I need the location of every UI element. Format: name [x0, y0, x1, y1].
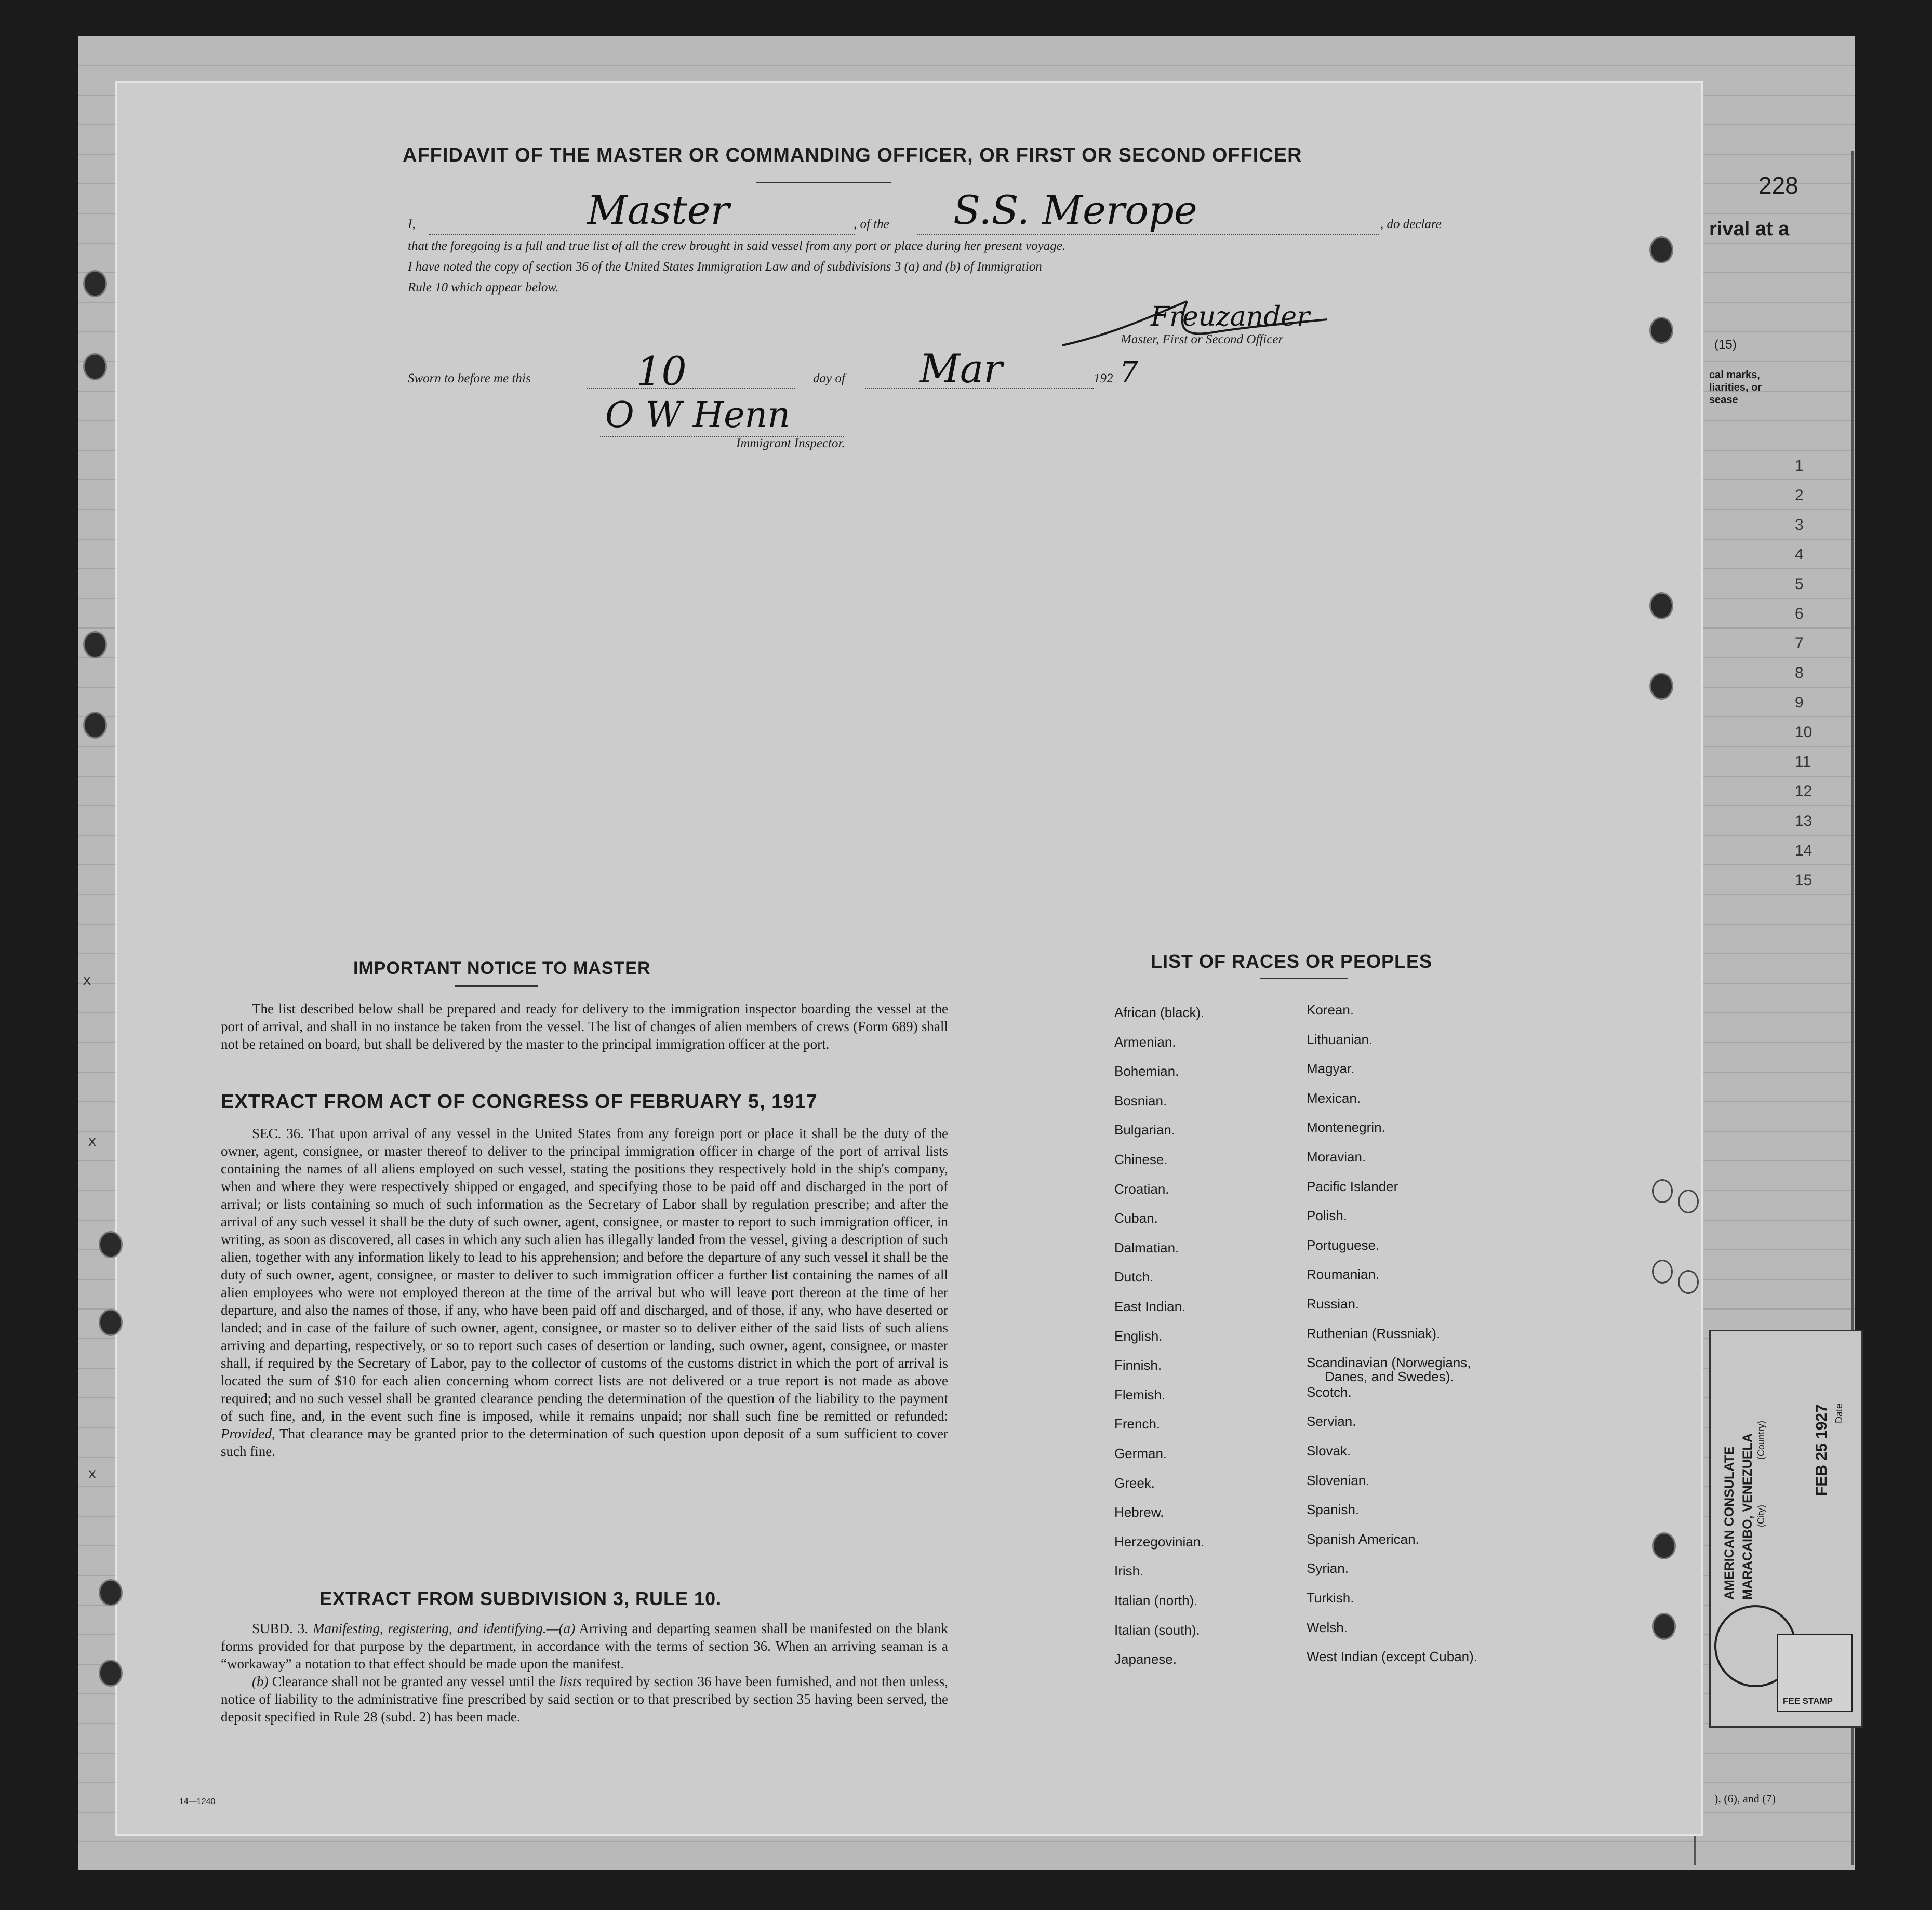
country-label: (Country)	[1756, 1420, 1766, 1460]
b-lists: lists	[559, 1674, 582, 1689]
marks-line: sease	[1709, 394, 1738, 406]
punch-hole-outline	[1678, 1270, 1699, 1294]
day-fill-line	[587, 388, 795, 389]
race-item: French.	[1114, 1416, 1161, 1432]
title-rule	[756, 182, 891, 183]
race-item: Turkish.	[1307, 1590, 1354, 1606]
subd-b-paragraph	[221, 1673, 948, 1726]
punch-hole	[1652, 1532, 1676, 1559]
row-number: 12	[1795, 783, 1813, 800]
of-the-label: , of the	[854, 217, 889, 231]
punch-hole-outline	[1652, 1260, 1673, 1284]
do-declare-label: , do declare	[1380, 217, 1442, 231]
row-number: 6	[1795, 605, 1804, 622]
race-item: Moravian.	[1307, 1149, 1366, 1165]
race-item: Montenegrin.	[1307, 1119, 1385, 1135]
vessel-name-handwritten: S.S. Merope	[953, 187, 1197, 233]
race-item: Flemish.	[1114, 1387, 1166, 1403]
race-item: Armenian.	[1114, 1034, 1176, 1050]
race-item: Portuguese.	[1307, 1237, 1380, 1253]
punch-hole	[1649, 317, 1673, 344]
row-number: 8	[1795, 664, 1804, 682]
section-36-text	[221, 1125, 948, 1460]
race-item: Italian (north).	[1114, 1593, 1198, 1608]
race-item: East Indian.	[1114, 1299, 1186, 1314]
race-item: African (black).	[1114, 1005, 1205, 1020]
year-prefix: 192	[1094, 371, 1113, 385]
race-item: Croatian.	[1114, 1181, 1169, 1197]
punch-hole	[99, 1231, 123, 1258]
sheet-number: 228	[1758, 172, 1798, 199]
marks-line: liarities, or	[1709, 382, 1762, 393]
act-extract-title: EXTRACT FROM ACT OF CONGRESS OF FEBRUARY 5, 1917	[221, 1091, 818, 1113]
subd-a-paragraph	[221, 1620, 948, 1673]
subd-a-text: Arriving and departing seamen shall be manifested on the blank forms provided for that purpose by the department, in accordance with the terms of section 36. When an arriving seaman is a “workaway” a notation to that effect should be made upon the manifest.	[221, 1621, 949, 1672]
punch-hole-outline	[1652, 1179, 1673, 1203]
race-item: Lithuanian.	[1307, 1032, 1373, 1047]
sworn-day-handwritten: 10	[636, 348, 687, 394]
race-item: Slovenian.	[1307, 1473, 1370, 1488]
race-item: Dalmatian.	[1114, 1240, 1179, 1255]
row-number: 13	[1795, 812, 1813, 830]
row-number: 14	[1795, 842, 1813, 859]
race-item: Slovak.	[1307, 1443, 1351, 1459]
race-item: Russian.	[1307, 1296, 1360, 1312]
race-item: Magyar.	[1307, 1061, 1355, 1076]
fee-stamp-label: FEE STAMP	[1783, 1696, 1833, 1706]
race-item: Mexican.	[1307, 1090, 1361, 1106]
race-item: Scotch.	[1307, 1384, 1352, 1400]
subd-heading: Manifesting, registering, and identifying.—(a)	[312, 1621, 576, 1636]
race-item: German.	[1114, 1446, 1167, 1461]
row-number: 10	[1795, 724, 1813, 741]
vessel-fill-line	[917, 234, 1379, 235]
officer-title-handwritten: Master	[587, 187, 729, 233]
row-number: 7	[1795, 635, 1804, 652]
punch-hole-outline	[1678, 1190, 1699, 1213]
officer-fill-line	[429, 234, 855, 235]
row-number: 4	[1795, 546, 1804, 563]
punch-hole	[83, 712, 107, 739]
race-item: Scandinavian (Norwegians,	[1307, 1355, 1471, 1370]
column-15-header: (15)	[1714, 338, 1737, 352]
notice-body: The list described below shall be prepared and ready for delivery to the immigration inspector boarding the vessel at the port of arrival, and shall in no instance be taken from the vessel. The list of changes of alien members of crews (Form 689) shall not be retained on board, but shall be delivered by the master to the principal immigration officer at the port.	[221, 1001, 948, 1052]
race-item: Roumanian.	[1307, 1266, 1380, 1282]
form-number: 14—1240	[179, 1797, 216, 1806]
race-item: English.	[1114, 1328, 1163, 1344]
sworn-month-handwritten: Mar	[920, 345, 1003, 392]
declaration-line-3: I have noted the copy of section 36 of the United States Immigration Law and of subdivisions 3 (a) and (b) of Immigration	[408, 260, 1042, 274]
race-item: Bohemian.	[1114, 1063, 1179, 1079]
race-item: Herzegovinian.	[1114, 1534, 1205, 1550]
subdivision-3-text	[221, 1620, 948, 1726]
declaration-line-4: Rule 10 which appear below.	[408, 281, 559, 295]
race-item: Greek.	[1114, 1475, 1155, 1491]
row-number: 15	[1795, 872, 1813, 889]
race-item: Spanish.	[1307, 1502, 1360, 1517]
race-item: Bulgarian.	[1114, 1122, 1176, 1138]
notice-title: IMPORTANT NOTICE TO MASTER	[353, 958, 651, 978]
rule-extract-title: EXTRACT FROM SUBDIVISION 3, RULE 10.	[319, 1588, 722, 1609]
subd-label: SUBD. 3.	[252, 1621, 308, 1636]
master-signature: Freuzander	[1151, 301, 1310, 332]
inspector-signature: O W Henn	[605, 395, 791, 436]
affidavit-title: AFFIDAVIT OF THE MASTER OR COMMANDING OFFICER, OR FIRST OR SECOND OFFICER	[403, 144, 1302, 166]
punch-hole	[83, 631, 107, 658]
race-item: Spanish American.	[1307, 1531, 1419, 1547]
day-of-label: day of	[813, 371, 845, 385]
consulate-city-country: MARACAIBO, VENEZUELA	[1740, 1433, 1755, 1600]
race-item: Dutch.	[1114, 1269, 1154, 1285]
row-number: 5	[1795, 576, 1804, 593]
race-item: Chinese.	[1114, 1152, 1168, 1167]
margin-tick: x	[88, 1465, 96, 1482]
marks-line: cal marks,	[1709, 369, 1760, 381]
b-label: (b)	[252, 1674, 269, 1689]
row-number: 3	[1795, 516, 1804, 533]
provided-word: Provided,	[221, 1426, 275, 1441]
punch-hole	[1649, 592, 1673, 619]
punch-hole	[83, 353, 107, 380]
stamp-date: FEB 25 1927	[1813, 1404, 1830, 1496]
sec-body-2: That clearance may be granted prior to the determination of such question upon deposit of a sum sufficient to cover such fine.	[221, 1426, 948, 1459]
bottom-footnote-fragment: ), (6), and (7)	[1714, 1792, 1776, 1805]
race-item: Hebrew.	[1114, 1504, 1164, 1520]
race-item: Finnish.	[1114, 1357, 1162, 1373]
punch-hole	[1649, 673, 1673, 700]
race-item-continuation: Danes, and Swedes).	[1325, 1369, 1454, 1384]
affidavit-sheet	[117, 83, 1701, 1834]
punch-hole	[99, 1579, 123, 1606]
punch-hole	[83, 270, 107, 297]
arrival-text-fragment: rival at a	[1709, 218, 1790, 240]
race-item: Italian (south).	[1114, 1622, 1200, 1638]
declare-prefix: I,	[408, 217, 416, 231]
race-item: West Indian (except Cuban).	[1307, 1649, 1478, 1664]
margin-tick: x	[83, 971, 91, 989]
race-item: Polish.	[1307, 1208, 1348, 1223]
notice-rule	[455, 985, 538, 987]
race-item: Pacific Islander	[1307, 1179, 1398, 1194]
race-item: Japanese.	[1114, 1651, 1177, 1667]
marks-header-fragment	[1709, 369, 1762, 406]
row-number: 11	[1795, 753, 1811, 770]
margin-tick: x	[88, 1132, 96, 1150]
inspector-caption: Immigrant Inspector.	[736, 436, 845, 450]
race-item: Irish.	[1114, 1563, 1144, 1579]
row-number: 2	[1795, 487, 1804, 504]
row-number: 1	[1795, 457, 1804, 474]
races-rule	[1260, 978, 1348, 979]
punch-hole	[1649, 236, 1673, 263]
race-item: Welsh.	[1307, 1620, 1348, 1635]
city-label: (City)	[1756, 1505, 1766, 1527]
sec-label: SEC. 36.	[252, 1126, 304, 1141]
declaration-line-2: that the foregoing is a full and true list of all the crew brought in said vessel from any port or place during her present voyage.	[408, 239, 1066, 253]
b-post: required by section 36 have been furnished, and not then unless, notice of liability to the administrative fine prescribed by said section or to that prescribed by section 35 having been served, the deposit specified in Rule 28 (subd. 2) has been made.	[221, 1674, 949, 1725]
race-item: Ruthenian (Russniak).	[1307, 1326, 1441, 1341]
sec-body-1: That upon arrival of any vessel in the United States from any foreign port or place it shall be the duty of the owner, agent, consignee, or master thereof to deliver to the principal immigration officer in charge of the port of arrival lists containing the names of all aliens employed on such vessel, stating the positions they respectively hold in the ship's company, when and where they were respectively shipped or engaged, and specifying those to be paid off and discharged in the port of arrival; or lists containing so much of such information as the Secretary of Labor shall by regulation prescribe; and after the arrival of any such vessel it shall be the duty of such owner, agent, consignee, or master to report to such immigration officer, in writing, as soon as discovered, all cases in which any such alien has illegally landed from the vessel, giving a description of such alien, together with any information likely to lead to his apprehension; and before the departure of any such vessel it shall be the duty of such owner, agent, consignee, or master to deliver to such immigration officer a further list containing the names of all alien employees who were not employed thereon at the time of the arrival but who will leave port thereon at the time of her departure, and also the names of those, if any, who have been paid off and discharged, and of those, if any, who have deserted or landed; and in case of the failure of such owner, agent, consignee, or master so to deliver either of the said lists of such aliens arriving and departing, respectively, or so to report such cases of desertion or landing, such owner, agent, consignee, or master shall, if required by the Secretary of Labor, pay to the collector of customs of the customs district in which the port of arrival is located the sum of $10 for each alien concerning whom correct lists are not delivered or a true report is not made as above required; and no such vessel shall be granted clearance pending the determination of the question of the liability to the payment of such fine, and, in the event such fine is imposed, while it remains unpaid; nor shall such fine be remitted or refunded:	[221, 1126, 948, 1424]
signature-caption: Master, First or Second Officer	[1121, 332, 1284, 346]
date-label: Date	[1834, 1403, 1844, 1423]
punch-hole	[99, 1660, 123, 1687]
race-item: Bosnian.	[1114, 1093, 1167, 1108]
punch-hole	[99, 1309, 123, 1336]
race-item: Servian.	[1307, 1413, 1356, 1429]
race-item: Cuban.	[1114, 1210, 1158, 1226]
consulate-name: AMERICAN CONSULATE	[1722, 1446, 1737, 1600]
year-digit-handwritten: 7	[1120, 356, 1138, 390]
sworn-label: Sworn to before me this	[408, 371, 531, 385]
punch-hole	[1652, 1613, 1676, 1640]
race-item: Syrian.	[1307, 1560, 1349, 1576]
races-title: LIST OF RACES OR PEOPLES	[1151, 951, 1433, 972]
race-item: Korean.	[1307, 1002, 1354, 1018]
row-number: 9	[1795, 694, 1804, 711]
b-pre: Clearance shall not be granted any vessel until the	[272, 1674, 556, 1689]
